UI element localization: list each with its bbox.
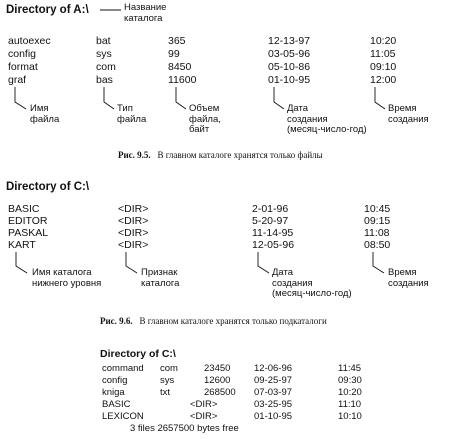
- file-size: 365: [168, 35, 186, 47]
- file-date: 01-10-95: [268, 74, 311, 86]
- dir-flag: <DIR>: [118, 227, 149, 239]
- dir-flag: <DIR>: [118, 203, 149, 215]
- file-size: 11600: [168, 74, 197, 86]
- entry-time: 11:45: [338, 363, 362, 374]
- file-name: graf: [8, 74, 27, 86]
- annotation-dir-flag: Признак каталога: [141, 267, 180, 289]
- entry-date: 03-25-95: [254, 399, 293, 410]
- subdir-name: BASIC: [8, 203, 40, 215]
- caption-number: Рис. 9.5.: [118, 150, 151, 160]
- entry-time: 10:20: [338, 387, 362, 398]
- entry-name: BASIC: [102, 399, 131, 410]
- entry-date: 09-25-97: [254, 375, 293, 386]
- entry-date: 12-06-96: [254, 363, 293, 374]
- dir-time: 08:50: [364, 239, 391, 251]
- annotation-creation-date: Дата создания (месяц-число-год): [287, 103, 367, 135]
- entry-ext: txt: [160, 387, 171, 398]
- dir-flag: <DIR>: [118, 239, 149, 251]
- annotation-creation-time: Время создания: [388, 103, 429, 125]
- file-time: 09:10: [370, 61, 397, 73]
- file-name: autoexec: [8, 35, 51, 47]
- annotation-creation-date: Дата создания (месяц-число-год): [272, 267, 352, 299]
- entry-dir-flag: <DIR>: [190, 399, 218, 410]
- dir-time: 09:15: [364, 215, 391, 227]
- subdir-name: EDITOR: [8, 215, 48, 227]
- file-ext: com: [96, 61, 116, 73]
- subdir-name: PASKAL: [8, 227, 49, 239]
- entry-dir-flag: <DIR>: [190, 411, 218, 422]
- dir-date: 12-05-96: [252, 239, 295, 251]
- entry-name: LEXICON: [102, 411, 144, 422]
- file-ext: bat: [96, 35, 111, 47]
- annotation-file-type: Тип файла: [117, 103, 147, 125]
- caption-text: В главном каталоге хранятся только файлы: [157, 150, 323, 160]
- entry-time: 09:30: [338, 375, 362, 386]
- file-ext: bas: [96, 74, 113, 86]
- entry-size: 12600: [204, 375, 231, 386]
- free-space-summary: 3 files 2657500 bytes free: [130, 423, 239, 434]
- entry-ext: com: [160, 363, 178, 374]
- file-date: 03-05-96: [268, 48, 311, 60]
- entry-time: 10:10: [338, 411, 362, 422]
- entry-date: 07-03-97: [254, 387, 293, 398]
- entry-time: 11:10: [338, 399, 362, 410]
- dir-date: 2-01-96: [252, 203, 289, 215]
- dir-flag: <DIR>: [118, 215, 149, 227]
- file-date: 05-10-86: [268, 61, 311, 73]
- file-time: 12:00: [370, 74, 397, 86]
- entry-name: config: [102, 375, 128, 386]
- file-ext: sys: [96, 48, 112, 60]
- file-time: 10:20: [370, 35, 397, 47]
- figure-caption: [100, 316, 327, 327]
- caption-number: Рис. 9.6.: [100, 316, 133, 326]
- annotation-file-name: Имя файла: [30, 103, 60, 125]
- directory-heading: Directory of A:\: [6, 4, 89, 16]
- entry-size: 23450: [204, 363, 231, 374]
- dir-date: 11-14-95: [252, 227, 294, 239]
- annotation-subdir-name: Имя каталога нижнего уровня: [32, 267, 102, 289]
- file-size: 99: [168, 48, 180, 60]
- directory-heading: Directory of C:\: [6, 181, 90, 193]
- directory-heading: Directory of C:\: [100, 348, 176, 360]
- file-size: 8450: [168, 61, 192, 73]
- file-name: config: [8, 48, 37, 60]
- annotation-file-size: Объем файла, байт: [189, 103, 221, 135]
- subdir-name: KART: [8, 239, 36, 251]
- file-time: 11:05: [370, 48, 396, 60]
- annotation-creation-time: Время создания: [388, 267, 429, 289]
- entry-name: command: [102, 363, 144, 374]
- caption-text: В главном каталоге хранятся только подкаталоги: [139, 316, 327, 326]
- dir-date: 5-20-97: [252, 215, 289, 227]
- entry-name: kniga: [102, 387, 125, 398]
- entry-size: 268500: [204, 387, 236, 398]
- entry-date: 01-10-95: [254, 411, 293, 422]
- entry-ext: sys: [160, 375, 175, 386]
- dir-time: 11:08: [364, 227, 390, 239]
- heading-annotation-label: Название каталога: [124, 2, 167, 24]
- dir-time: 10:45: [364, 203, 391, 215]
- file-name: format: [8, 61, 38, 73]
- file-date: 12-13-97: [268, 35, 311, 47]
